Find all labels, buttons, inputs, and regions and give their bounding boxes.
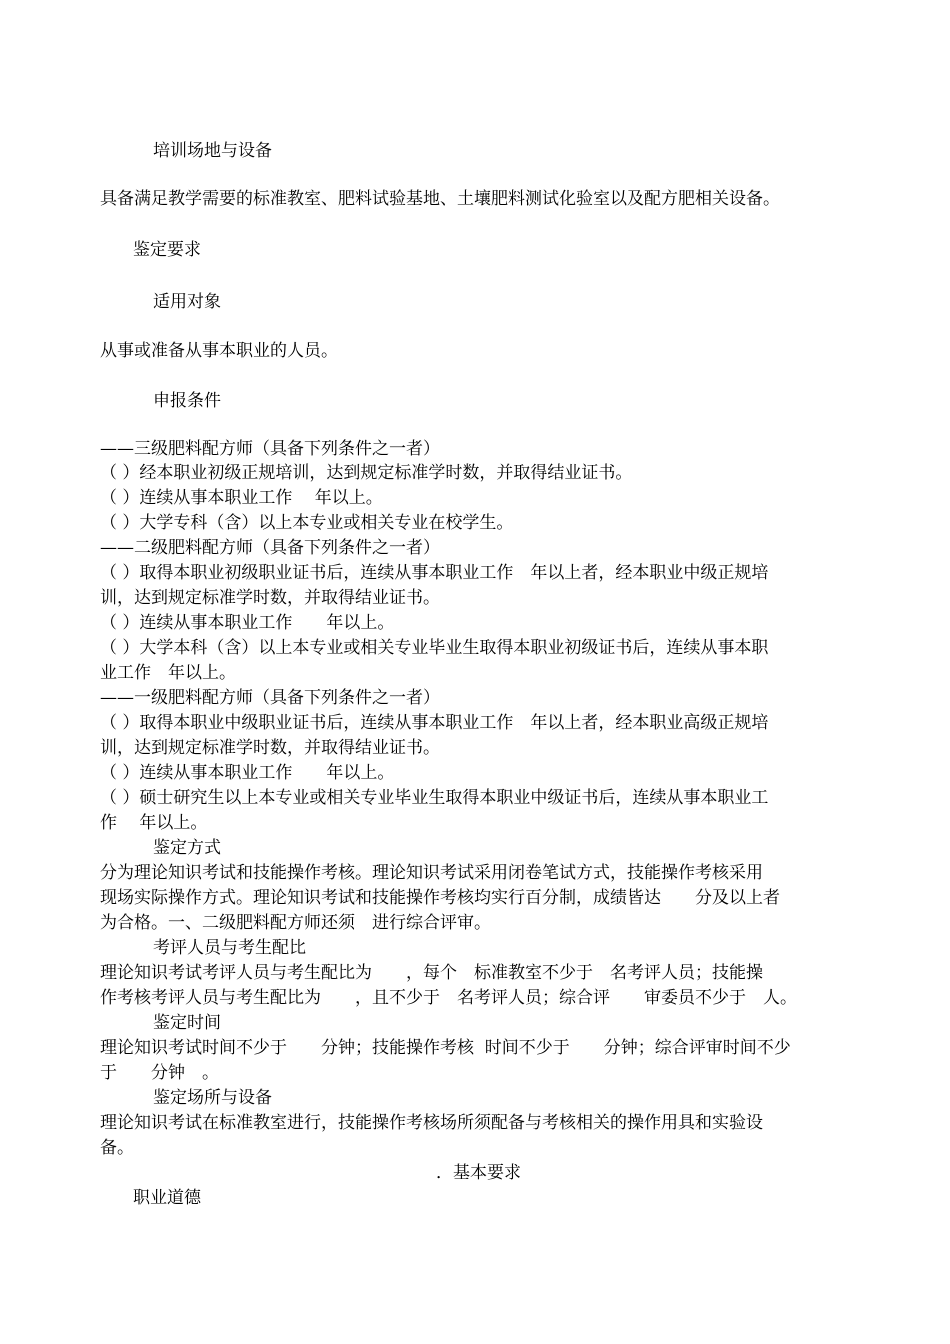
appraisal-time-line: 于 分钟 。 — [100, 1063, 219, 1083]
appraisal-venue-line: 备。 — [100, 1138, 134, 1158]
heading-application-conditions: 申报条件 — [153, 391, 221, 411]
condition-line: （ ）连续从事本职业工作 年以上。 — [100, 613, 395, 633]
condition-line: （ ）取得本职业初级职业证书后，连续从事本职业工作 年以上者，经本职业中级正规培 — [100, 563, 769, 583]
condition-line: （ ）经本职业初级正规培训，达到规定标准学时数，并取得结业证书。 — [100, 463, 633, 483]
condition-line: （ ）连续从事本职业工作 年以上。 — [100, 763, 395, 783]
condition-line: （ ）大学本科（含）以上本专业或相关专业毕业生取得本职业初级证书后，连续从事本职 — [100, 638, 769, 658]
appraisal-method-line: 现场实际操作方式。理论知识考试和技能操作考核均实行百分制，成绩皆达 分及以上者 — [100, 888, 780, 908]
heading-professional-ethics: 职业道德 — [133, 1188, 201, 1208]
appraisal-time-line: 理论知识考试时间不少于 分钟；技能操作考核 时间不少于 分钟；综合评审时间不少 — [100, 1038, 791, 1058]
heading-appraisal-requirements: 鉴定要求 — [133, 240, 201, 260]
condition-line: ——二级肥料配方师（具备下列条件之一者） — [100, 538, 440, 558]
heading-training-venue: 培训场地与设备 — [153, 141, 272, 161]
heading-appraisal-time: 鉴定时间 — [153, 1013, 221, 1033]
condition-line: （ ）连续从事本职业工作 年以上。 — [100, 488, 383, 508]
condition-line: ——三级肥料配方师（具备下列条件之一者） — [100, 439, 440, 459]
heading-examiner-ratio: 考评人员与考生配比 — [153, 938, 306, 958]
condition-line: 训，达到规定标准学时数，并取得结业证书。 — [100, 588, 440, 608]
appraisal-method-line: 分为理论知识考试和技能操作考核。理论知识考试采用闭卷笔试方式，技能操作考核采用 — [100, 863, 763, 883]
applicable-objects-text: 从事或准备从事本职业的人员。 — [100, 341, 338, 361]
condition-line: （ ）取得本职业中级职业证书后，连续从事本职业工作 年以上者，经本职业高级正规培 — [100, 713, 769, 733]
heading-basic-requirements: ．基本要求 — [436, 1163, 521, 1183]
appraisal-venue-line: 理论知识考试在标准教室进行，技能操作考核场所须配备与考核相关的操作用具和实验设 — [100, 1113, 763, 1133]
heading-applicable-objects: 适用对象 — [153, 292, 221, 312]
condition-line: 作 年以上。 — [100, 813, 208, 833]
examiner-ratio-line: 作考核考评人员与考生配比为 ，且不少于 名考评人员；综合评 审委员不少于 人。 — [100, 988, 797, 1008]
appraisal-method-line: 为合格。一、二级肥料配方师还须 进行综合评审。 — [100, 913, 491, 933]
training-venue-text: 具备满足教学需要的标准教室、肥料试验基地、土壤肥料测试化验室以及配方肥相关设备。 — [100, 189, 780, 209]
examiner-ratio-line: 理论知识考试考评人员与考生配比为 ，每个 标准教室不少于 名考评人员；技能操 — [100, 963, 763, 983]
condition-line: 训，达到规定标准学时数，并取得结业证书。 — [100, 738, 440, 758]
condition-line: （ ）硕士研究生以上本专业或相关专业毕业生取得本职业中级证书后，连续从事本职业工 — [100, 788, 769, 808]
heading-appraisal-method: 鉴定方式 — [153, 838, 221, 858]
condition-line: ——一级肥料配方师（具备下列条件之一者） — [100, 688, 440, 708]
condition-line: （ ）大学专科（含）以上本专业或相关专业在校学生。 — [100, 513, 514, 533]
heading-appraisal-venue: 鉴定场所与设备 — [153, 1088, 272, 1108]
condition-line: 业工作 年以上。 — [100, 663, 236, 683]
